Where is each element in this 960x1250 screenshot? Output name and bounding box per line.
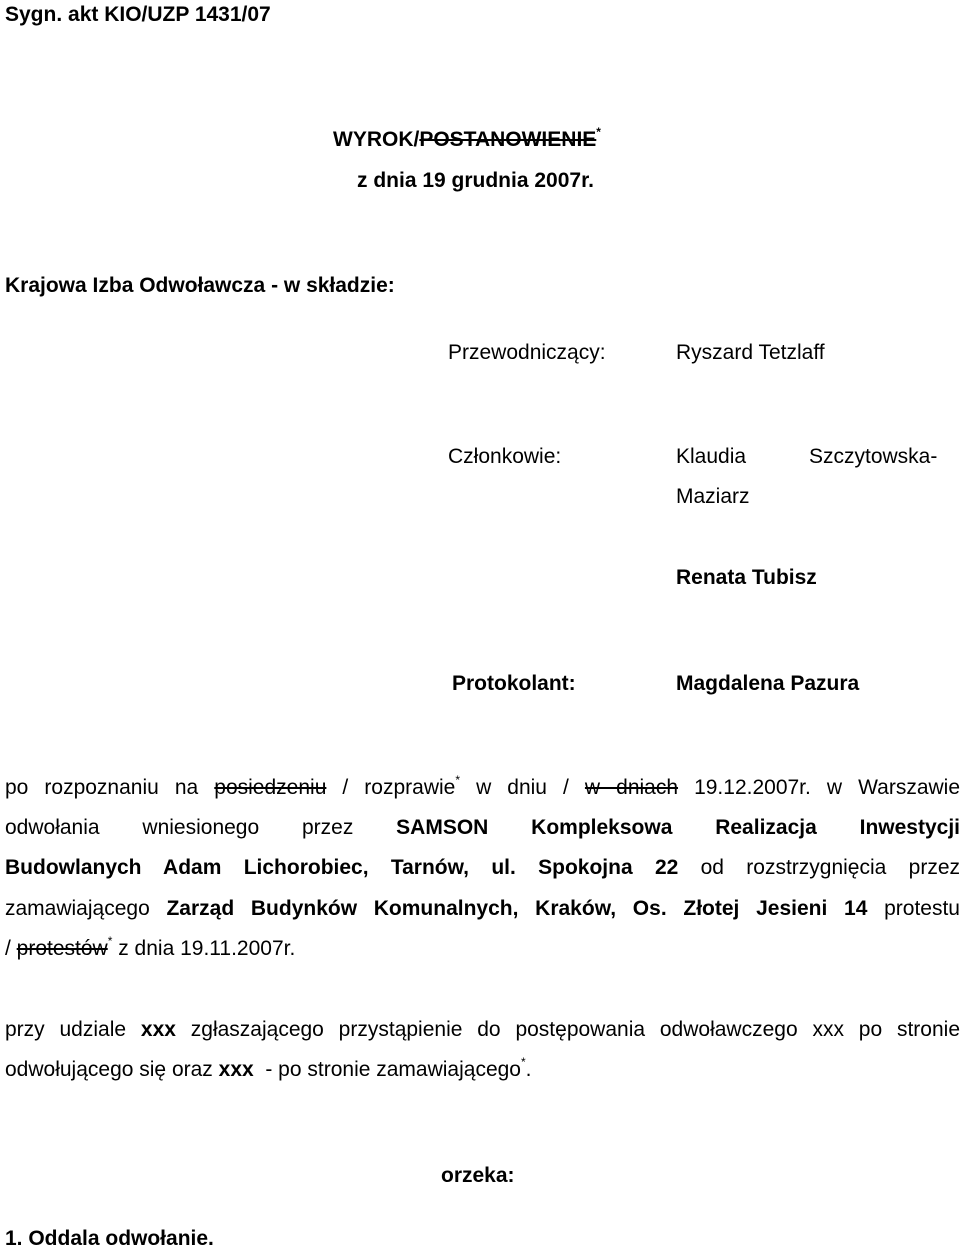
text: 19.12.2007r. w Warszawie: [678, 776, 960, 799]
participation-line-1: [5, 1019, 960, 1040]
asterisk: *: [107, 934, 113, 948]
title-postanowienie-struck: POSTANOWIENIE: [419, 128, 597, 151]
text: .: [525, 1058, 532, 1081]
contracting-authority: Zarząd Budynków Komunalnych, Kraków, Os. Złotej Jesieni 14: [166, 897, 868, 920]
wdniach-struck: w dniach: [584, 776, 679, 799]
text: odwołania wniesionego przez: [5, 816, 397, 839]
document-date: z dnia 19 grudnia 2007r.: [357, 169, 594, 192]
clerk-name: Magdalena Pazura: [676, 672, 860, 695]
text: po rozpoznaniu na: [5, 776, 215, 799]
panel-intro: Krajowa Izba Odwoławcza - w składzie:: [5, 274, 395, 297]
members-label: Członkowie:: [448, 445, 562, 468]
body-line-3: [5, 857, 960, 878]
body-line-4: [5, 898, 960, 919]
participation-line-2: [5, 1055, 960, 1081]
xxx-placeholder: xxx: [140, 1018, 176, 1041]
text: / rozprawie: [326, 776, 456, 799]
text: odwołującego się oraz: [5, 1058, 219, 1081]
ruling-heading: orzeka:: [441, 1164, 515, 1187]
protestow-struck: protestów: [16, 937, 108, 960]
text: /: [5, 937, 17, 960]
body-line-2: [5, 817, 960, 838]
text: zamawiającego: [5, 897, 167, 920]
appellant-address: Budowlanych Adam Lichorobiec, Tarnów, ul. Spokojna 22: [5, 856, 679, 879]
chair-name: Ryszard Tetzlaff: [676, 341, 825, 364]
body-line-1: [5, 773, 960, 799]
member1-surname-cont: Maziarz: [676, 485, 750, 508]
asterisk: *: [521, 1055, 526, 1069]
title-wyrok: WYROK/: [333, 128, 420, 151]
body-line-5: [5, 934, 960, 960]
member1-surname: Szczytowska-: [809, 445, 938, 468]
clerk-label: Protokolant:: [452, 672, 576, 695]
title-asterisk: *: [596, 125, 601, 139]
asterisk: *: [455, 773, 461, 787]
case-signature: Sygn. akt KIO/UZP 1431/07: [5, 3, 271, 26]
text: protestu: [867, 897, 960, 920]
member2-name: Renata Tubisz: [676, 566, 817, 589]
text: od rozstrzygnięcia przez: [678, 856, 960, 879]
text: w dniu /: [460, 776, 585, 799]
ruling-point-1: 1. Oddala odwołanie.: [5, 1227, 214, 1250]
appellant-name: SAMSON Kompleksowa Realizacja Inwestycji: [396, 816, 960, 839]
document-title: [333, 125, 601, 151]
member1-first: Klaudia: [676, 445, 747, 468]
text: przy udziale: [5, 1018, 141, 1041]
text: zgłaszającego przystąpienie do postępowania odwoławczego xxx po stronie: [175, 1018, 960, 1041]
text: z dnia 19.11.2007r.: [112, 937, 296, 960]
posiedzeniu-struck: posiedzeniu: [214, 776, 327, 799]
text: - po stronie zamawiającego: [253, 1058, 521, 1081]
chair-label: Przewodniczący:: [448, 341, 606, 364]
xxx-placeholder: xxx: [218, 1058, 254, 1081]
